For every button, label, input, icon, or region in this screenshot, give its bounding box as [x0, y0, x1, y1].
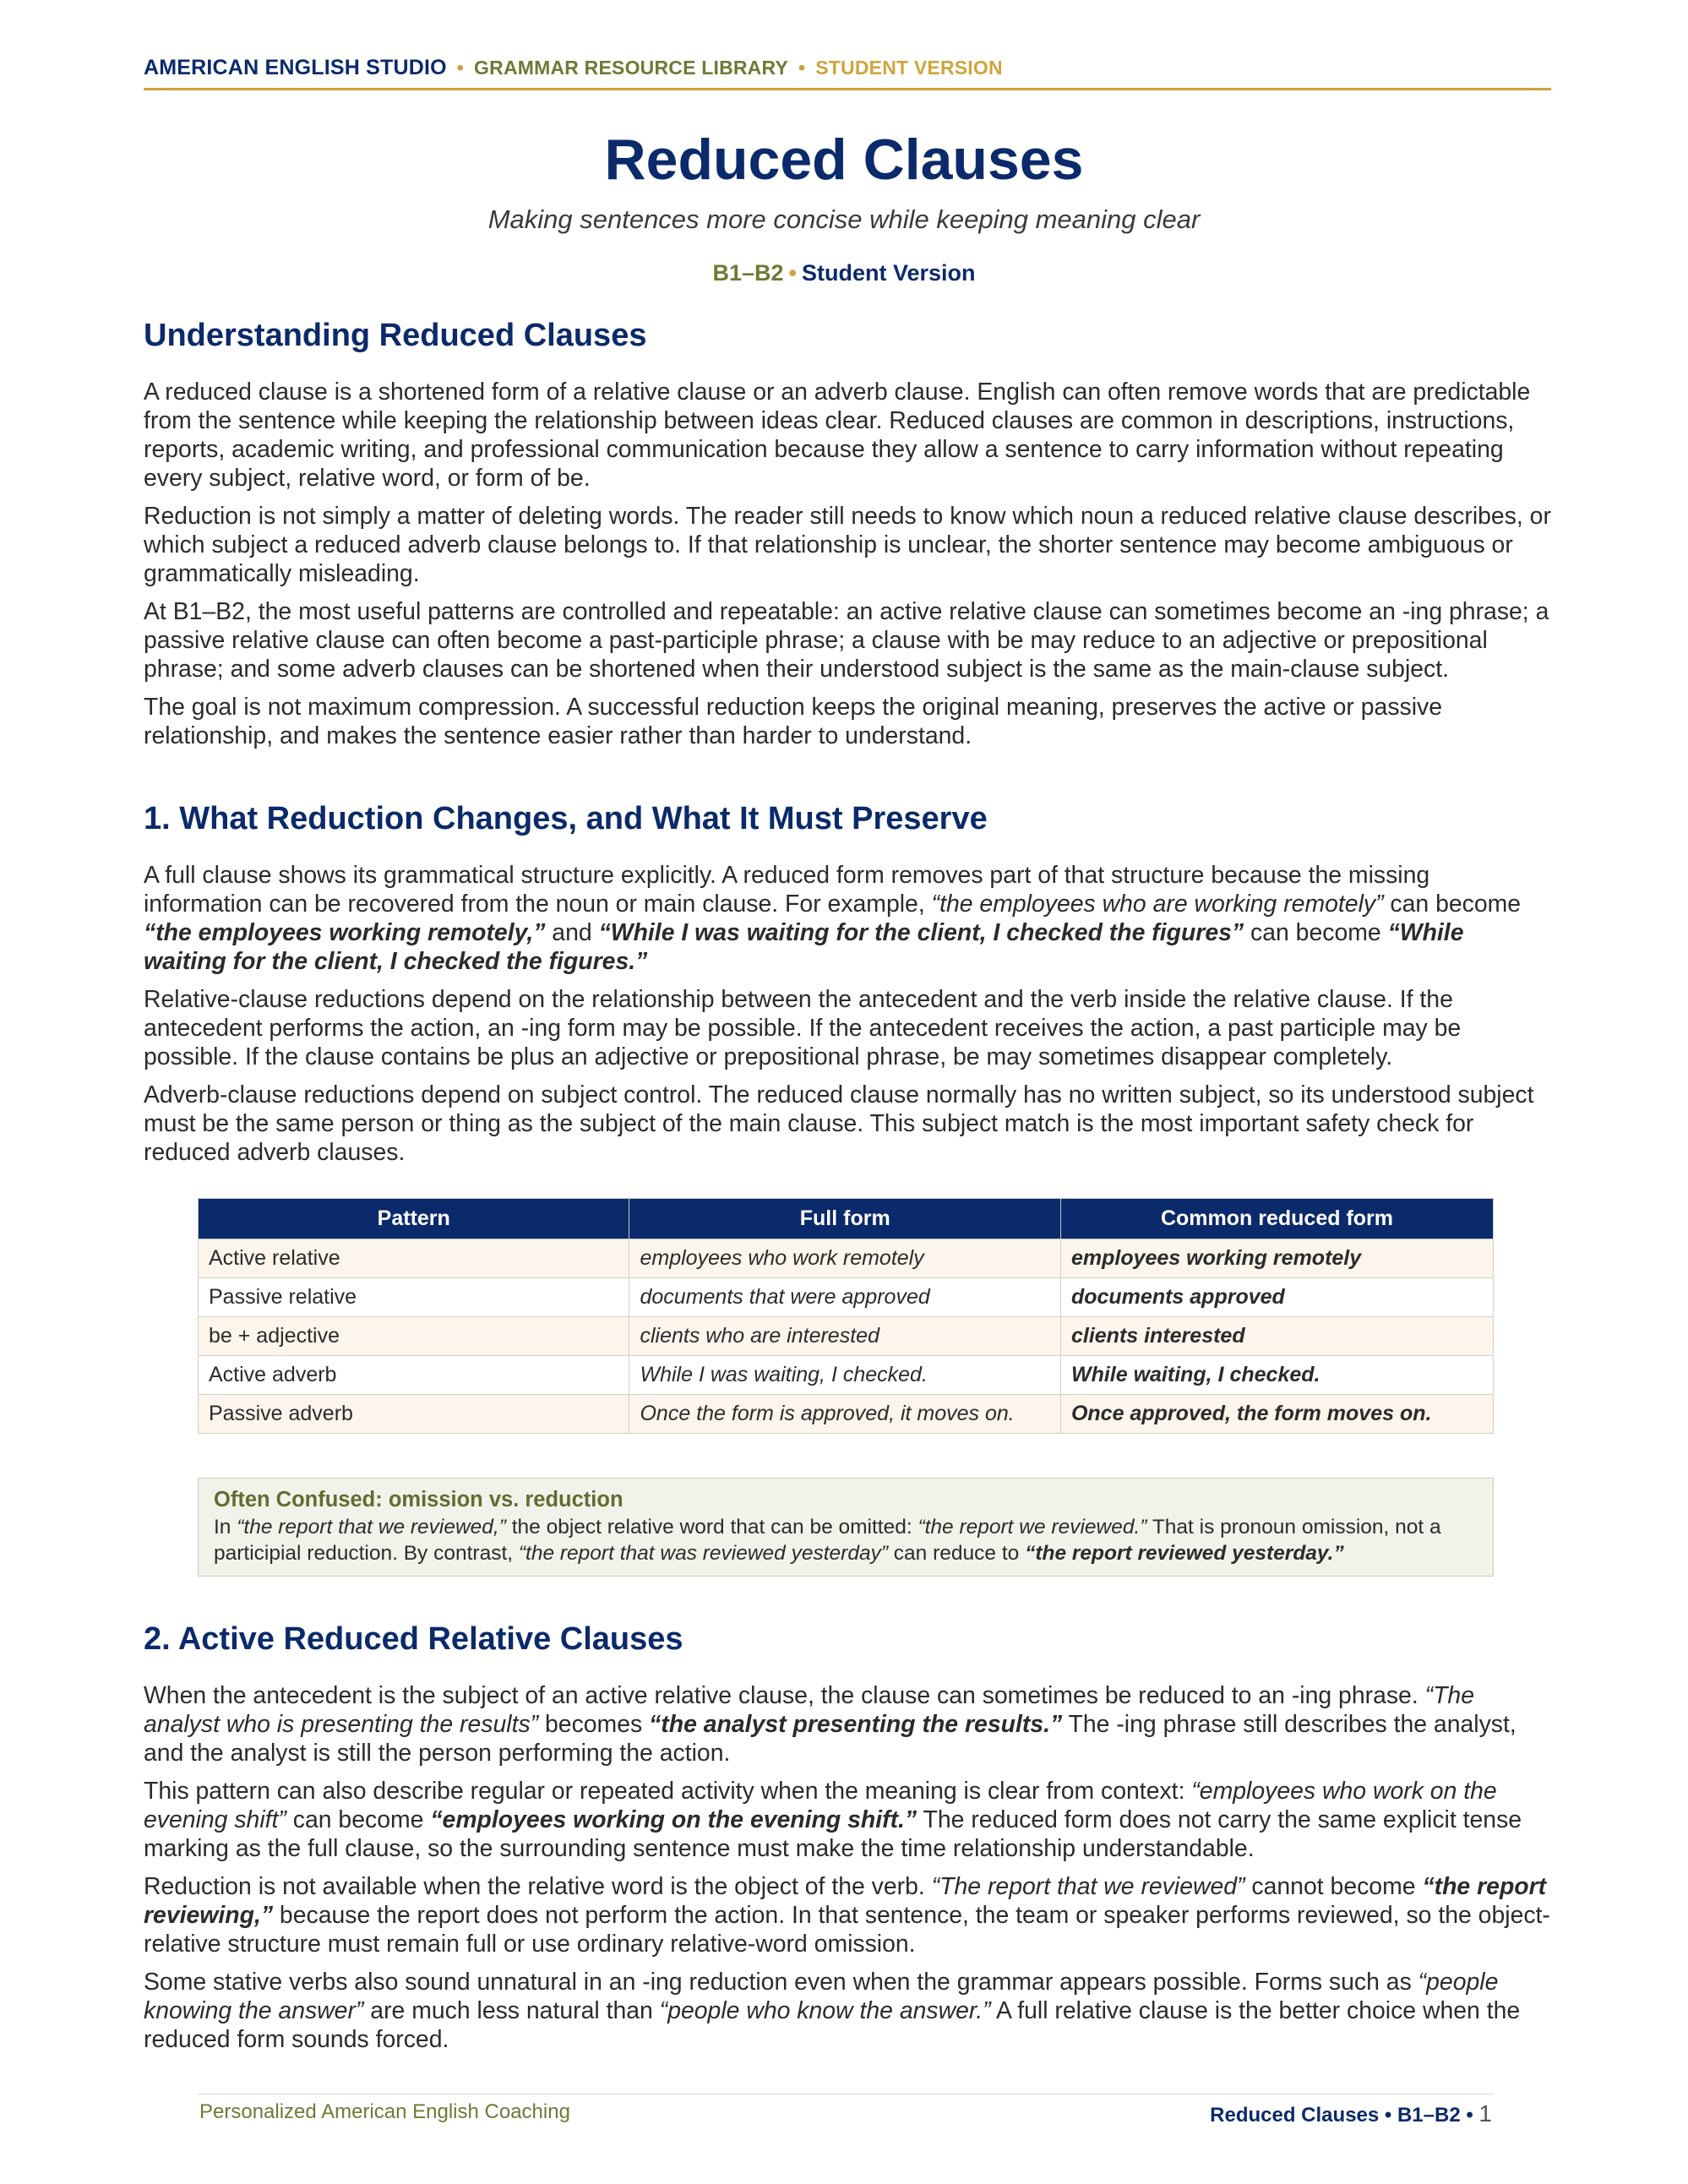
footer-right	[1210, 2100, 1492, 2127]
page-number: 1	[1478, 2100, 1492, 2127]
header-rule	[144, 88, 1551, 90]
text-run: The reduced form does not carry the same explicit tense marking as the full clause, so the surrounding sentence must make the time relationship understandable.	[144, 1806, 1522, 1862]
text-run: Some stative verbs also sound unnatural in an -ing reduction even when the grammar appears possible. Forms such as	[144, 1969, 1418, 1996]
pattern-cell: be + adjective	[199, 1317, 629, 1356]
intro-paragraph: The goal is not maximum compression. A successful reduction keeps the original meaning, preserves the active or passive relationship, and makes the sentence easier rather than harder to understand.	[144, 694, 1443, 749]
reduced-form-cell: documents approved	[1060, 1278, 1493, 1317]
example-omitted: “the report we reviewed.”	[918, 1516, 1147, 1539]
table-header-row	[199, 1199, 1494, 1239]
table-row	[199, 1239, 1494, 1278]
level-badge	[0, 260, 1688, 286]
text-run: can reduce to	[888, 1542, 1026, 1565]
reduced-form-cell: employees working remotely	[1060, 1239, 1493, 1278]
text-run: When the antecedent is the subject of an active relative clause, the clause can sometimes be reduced to an -ing phrase.	[144, 1682, 1425, 1709]
full-form-cell: Once the form is approved, it moves on.	[629, 1395, 1060, 1434]
pattern-cell: Active relative	[199, 1239, 629, 1278]
section-2-paragraph	[144, 1968, 1551, 2054]
full-form-cell: While I was waiting, I checked.	[629, 1356, 1060, 1395]
text-run: In	[214, 1516, 237, 1539]
example-reduced: “the analyst presenting the results.”	[649, 1711, 1063, 1738]
section-1	[144, 801, 1551, 1176]
section-2	[144, 1621, 1551, 2063]
level-code: B1–B2	[712, 260, 784, 286]
callout-text	[214, 1514, 1478, 1566]
example-full: “the employees who are working remotely”	[931, 890, 1384, 918]
header-separator: •	[456, 57, 465, 79]
section-2-paragraph	[144, 1777, 1551, 1863]
text-run: A full relative clause is the better choice when the reduced form sounds forced.	[144, 1997, 1521, 2053]
example-full: “employees who work on the evening shift”	[144, 1778, 1497, 1833]
table-row	[199, 1278, 1494, 1317]
text-run: cannot become	[1244, 1873, 1423, 1900]
example-reduced: “employees working on the evening shift.”	[430, 1806, 918, 1833]
example-reduced: “While waiting for the client, I checked the figures.”	[144, 919, 1464, 975]
example-unnatural: “people knowing the answer”	[144, 1969, 1499, 2024]
text-run: because the report does not perform the action. In that sentence, the team or speaker performs reviewed, so the object-relative structure must remain full or use ordinary relative-word omission.	[144, 1902, 1550, 1958]
section-2-paragraph	[144, 1681, 1551, 1767]
text-run: and	[545, 919, 599, 946]
level-separator: •	[788, 260, 797, 286]
intro-paragraph: At B1–B2, the most useful patterns are controlled and repeatable: an active relative clause can sometimes become an -ing phrase; a passive relative clause can often become a past-participle phrase; a clause with be may reduce to an adjective or prepositional phrase; and some adverb clauses can be shortened when their understood subject is the same as the main-clause subject.	[144, 598, 1549, 683]
text-run: A full clause shows its grammatical structure explicitly. A reduced form removes part of that structure because the missing information can be recovered from the noun or main clause. For example,	[144, 862, 1430, 918]
example-full: “While I was waiting for the client, I checked the figures”	[598, 919, 1244, 946]
text-run: This pattern can also describe regular or repeated activity when the meaning is clear from context:	[144, 1778, 1192, 1805]
section-1-paragraph: Adverb-clause reductions depend on subject control. The reduced clause normally has no written subject, so its understood subject must be the same person or thing as the subject of the main clause. This subject match is the most important safety check for reduced adverb clauses.	[144, 1081, 1534, 1166]
example-full: “people who know the answer.”	[659, 1997, 991, 2024]
text-run: can become	[286, 1806, 431, 1833]
section-1-paragraph: Relative-clause reductions depend on the relationship between the antecedent and the verb inside the relative clause. If the antecedent performs the action, an -ing form may be possible. If the antecedent receives the action, a past participle may be possible. If the clause contains be plus an adjective or prepositional phrase, be may sometimes disappear completely.	[144, 986, 1462, 1070]
intro-paragraph: Reduction is not simply a matter of deleting words. The reader still needs to know which noun a reduced relative clause describes, or which subject a reduced adverb clause belongs to. If that relationship is unclear, the shorter sentence may become ambiguous or grammatically misleading.	[144, 503, 1551, 587]
example-incorrect: “the report reviewing,”	[144, 1873, 1547, 1929]
header-brand: AMERICAN ENGLISH STUDIO	[144, 56, 447, 79]
column-header: Full form	[629, 1199, 1060, 1239]
column-header: Pattern	[199, 1199, 629, 1239]
example-full: “the report that we reviewed,”	[237, 1516, 506, 1539]
page-subtitle: Making sentences more concise while keeping meaning clear	[487, 204, 1201, 234]
section-1-paragraph	[144, 861, 1551, 976]
text-run: Reduction is not available when the relative word is the object of the verb.	[144, 1873, 932, 1900]
section-2-paragraph	[144, 1872, 1551, 1958]
pattern-cell: Passive relative	[199, 1278, 629, 1317]
header-version: STUDENT VERSION	[815, 57, 1003, 79]
reduced-form-cell: clients interested	[1060, 1317, 1493, 1356]
pattern-table	[198, 1198, 1494, 1434]
table-row	[199, 1395, 1494, 1434]
level-label: Student Version	[801, 260, 976, 286]
page-title: Reduced Clauses	[604, 128, 1084, 192]
example-full: “the report that was reviewed yesterday”	[518, 1542, 888, 1565]
section-1-heading: 1. What Reduction Changes, and What It Must Preserve	[144, 801, 988, 836]
section-2-heading: 2. Active Reduced Relative Clauses	[144, 1621, 683, 1657]
intro-heading: Understanding Reduced Clauses	[144, 318, 647, 353]
text-run: That is pronoun omission, not a participial reduction. By contrast,	[214, 1516, 1441, 1565]
footer-left: Personalized American English Coaching	[199, 2100, 570, 2123]
often-confused-callout	[198, 1478, 1494, 1577]
reduced-form-cell: While waiting, I checked.	[1060, 1356, 1493, 1395]
footer-doc-label: Reduced Clauses • B1–B2 •	[1210, 2104, 1473, 2127]
full-form-cell: documents that were approved	[629, 1278, 1060, 1317]
text-run: can become	[1383, 890, 1522, 918]
header-library: GRAMMAR RESOURCE LIBRARY	[474, 57, 788, 79]
pattern-cell: Active adverb	[199, 1356, 629, 1395]
callout-title: Often Confused: omission vs. reduction	[214, 1488, 623, 1511]
intro-paragraph: A reduced clause is a shortened form of a relative clause or an adverb clause. English can often remove words that are predictable from the sentence while keeping the relationship between ideas clear. Reduced clauses are common in descriptions, instructions, reports, academic writing, and professional communication because they allow a sentence to carry information without repeating every subject, relative word, or form of be.	[144, 379, 1531, 492]
header-separator: •	[798, 57, 806, 79]
text-run: are much less natural than	[363, 1997, 660, 2024]
full-form-cell: employees who work remotely	[629, 1239, 1060, 1278]
table-row	[199, 1356, 1494, 1395]
pattern-cell: Passive adverb	[199, 1395, 629, 1434]
column-header: Common reduced form	[1060, 1199, 1493, 1239]
text-run: The -ing phrase still describes the analyst, and the analyst is still the person performing the action.	[144, 1711, 1516, 1767]
text-run: can become	[1244, 919, 1388, 946]
intro-section	[144, 318, 1551, 760]
running-header	[144, 56, 1551, 80]
table-row	[199, 1317, 1494, 1356]
full-form-cell: clients who are interested	[629, 1317, 1060, 1356]
reduced-form-cell: Once approved, the form moves on.	[1060, 1395, 1493, 1434]
text-run: the object relative word that can be omitted:	[505, 1516, 918, 1539]
example-reduced: “the report reviewed yesterday.”	[1025, 1542, 1344, 1565]
example-full: “The report that we reviewed”	[931, 1873, 1245, 1900]
text-run: becomes	[538, 1711, 650, 1738]
example-reduced: “the employees working remotely,”	[144, 919, 546, 946]
example-full: “The analyst who is presenting the results”	[144, 1682, 1475, 1738]
